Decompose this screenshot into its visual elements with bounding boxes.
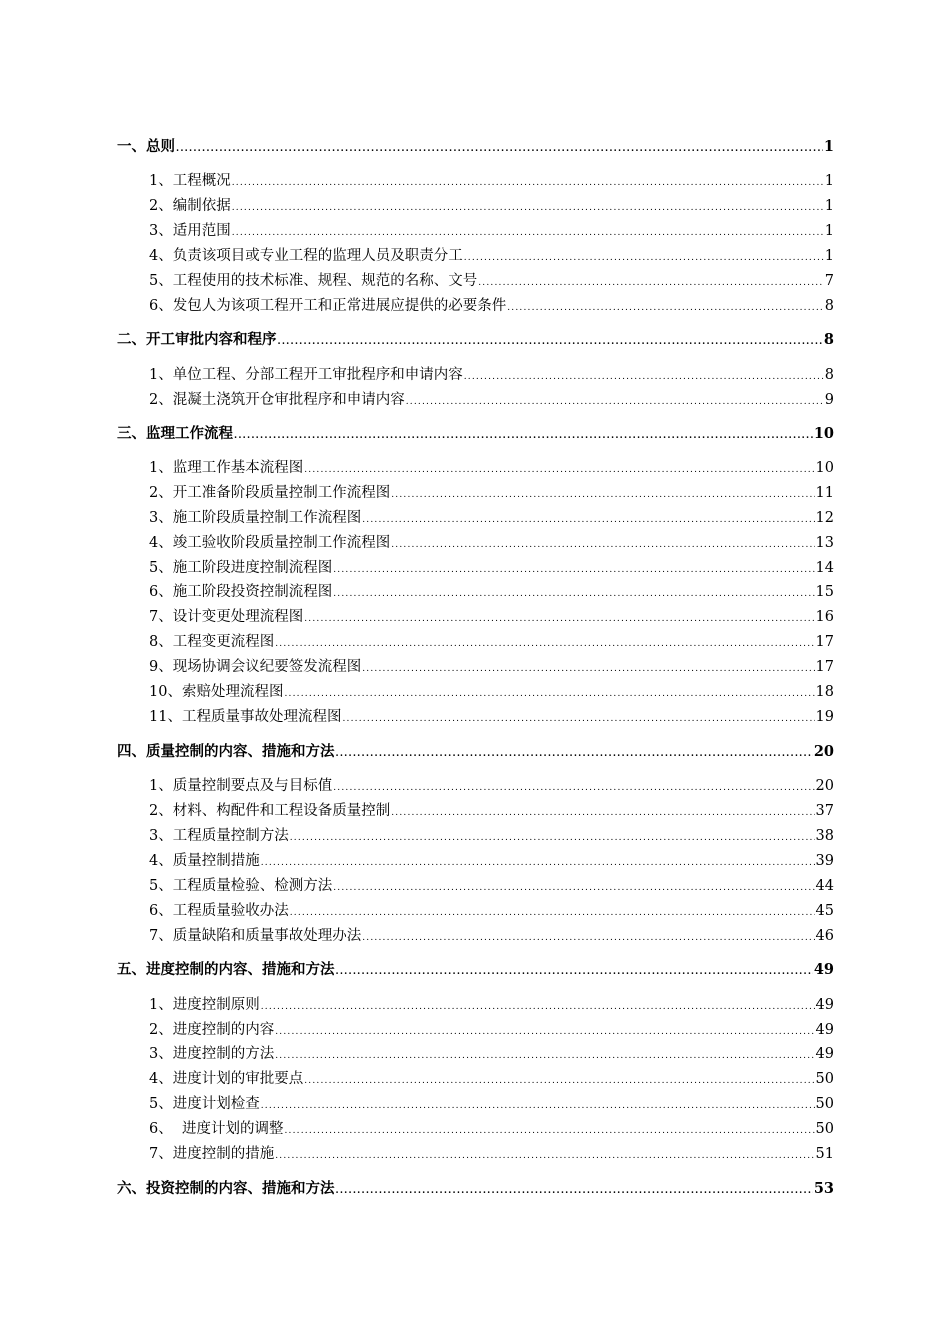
toc-title: 8、工程变更流程图 (149, 634, 275, 650)
toc-page-number: 49 (815, 1022, 834, 1038)
toc-heading[interactable] (117, 959, 834, 981)
toc-leader (336, 741, 813, 765)
toc-leader (278, 329, 823, 353)
toc-leader (234, 423, 813, 447)
toc-entry[interactable] (149, 220, 834, 242)
toc-page-number: 15 (815, 584, 834, 600)
toc-title: 2、开工准备阶段质量控制工作流程图 (149, 485, 391, 501)
toc-leader (232, 195, 824, 219)
toc-leader (304, 1068, 814, 1092)
toc-entry[interactable] (149, 482, 834, 504)
toc-entry[interactable] (149, 364, 834, 386)
toc-entry[interactable] (149, 389, 834, 411)
toc-entry[interactable] (149, 1143, 834, 1165)
toc-page-number: 44 (815, 878, 834, 894)
toc-leader (304, 457, 814, 481)
toc-leader (261, 994, 815, 1018)
toc-leader (232, 170, 824, 194)
toc-leader (336, 959, 813, 983)
toc-title: 6、发包人为该项工程开工和正常进展应提供的必要条件 (149, 298, 507, 314)
toc-entry[interactable] (149, 994, 834, 1016)
toc-title: 4、进度计划的审批要点 (149, 1071, 304, 1087)
toc-title: 四、质量控制的内容、措施和方法 (117, 743, 335, 760)
toc-leader (333, 775, 814, 799)
toc-title: 一、总则 (117, 138, 175, 155)
toc-title: 2、编制依据 (149, 198, 231, 214)
toc-entry[interactable] (149, 295, 834, 317)
toc-entry[interactable] (149, 507, 834, 529)
toc-page-number: 10 (815, 460, 834, 476)
toc-title: 1、进度控制原则 (149, 997, 260, 1013)
toc-leader (333, 557, 814, 581)
toc-page-number: 49 (815, 1046, 834, 1062)
toc-title: 6、工程质量验收办法 (149, 903, 289, 919)
toc-page-number: 19 (815, 709, 834, 725)
toc-page-number: 16 (815, 609, 834, 625)
toc-leader (342, 706, 814, 730)
toc-leader (406, 389, 824, 413)
toc-title: 1、监理工作基本流程图 (149, 460, 304, 476)
toc-entry[interactable] (149, 557, 834, 579)
toc-entry[interactable] (149, 581, 834, 603)
toc-page-number: 39 (815, 853, 834, 869)
toc-page-number: 1 (824, 173, 834, 189)
toc-title: 4、负责该项目或专业工程的监理人员及职责分工 (149, 248, 463, 264)
toc-title: 9、现场协调会议纪要签发流程图 (149, 659, 362, 675)
toc-entry[interactable] (149, 800, 834, 822)
toc-title: 6、施工阶段投资控制流程图 (149, 584, 333, 600)
toc-title: 5、进度计划检查 (149, 1096, 260, 1112)
toc-leader (478, 270, 824, 294)
toc-leader (261, 1093, 815, 1117)
toc-page-number: 8 (824, 298, 834, 314)
toc-title: 7、设计变更处理流程图 (149, 609, 304, 625)
toc-leader (261, 850, 815, 874)
toc-leader (284, 681, 814, 705)
toc-page-number: 1 (823, 138, 834, 155)
toc-entry[interactable] (149, 1043, 834, 1065)
toc-title: 5、工程使用的技术标准、规程、规范的名称、文号 (149, 273, 478, 289)
toc-page-number: 38 (815, 828, 834, 844)
toc-leader (275, 631, 814, 655)
toc-leader (304, 606, 814, 630)
toc-page-number: 8 (823, 331, 834, 348)
toc-title: 3、施工阶段质量控制工作流程图 (149, 510, 362, 526)
toc-leader (464, 245, 824, 269)
toc-leader (507, 295, 824, 319)
toc-entry[interactable] (149, 681, 834, 703)
toc-entry[interactable] (149, 195, 834, 217)
toc-leader (333, 581, 814, 605)
toc-leader (362, 507, 814, 531)
toc-leader (362, 656, 814, 680)
toc-leader (362, 925, 814, 949)
toc-leader (391, 532, 814, 556)
toc-heading[interactable] (117, 1178, 834, 1200)
toc-entry[interactable] (149, 1019, 834, 1041)
toc-title: 3、适用范围 (149, 223, 231, 239)
toc-entry[interactable] (149, 270, 834, 292)
toc-title: 5、施工阶段进度控制流程图 (149, 560, 333, 576)
toc-page-number: 9 (824, 392, 834, 408)
toc-leader (176, 136, 823, 160)
toc-page-number: 46 (815, 928, 834, 944)
toc-page-number: 17 (815, 659, 834, 675)
toc-title: 六、投资控制的内容、措施和方法 (117, 1180, 335, 1197)
toc-page-number: 1 (824, 248, 834, 264)
toc-entry[interactable] (149, 1068, 834, 1090)
toc-page-number: 10 (813, 425, 834, 442)
toc-page-number: 49 (813, 961, 834, 978)
toc-entry[interactable] (149, 825, 834, 847)
toc-page-number: 51 (815, 1146, 834, 1162)
toc-entry[interactable] (149, 245, 834, 267)
toc-leader (290, 900, 815, 924)
toc-page-number: 17 (815, 634, 834, 650)
toc-heading[interactable] (117, 329, 834, 351)
toc-page-number: 50 (815, 1096, 834, 1112)
toc-entry[interactable] (149, 775, 834, 797)
toc-title: 2、进度控制的内容 (149, 1022, 275, 1038)
toc-entry[interactable] (149, 606, 834, 628)
toc-entry[interactable] (149, 170, 834, 192)
toc-page-number: 13 (815, 535, 834, 551)
toc-entry[interactable] (149, 631, 834, 653)
toc-page-number: 20 (815, 778, 834, 794)
toc-page-number: 8 (824, 367, 834, 383)
toc-page-number: 49 (815, 997, 834, 1013)
toc-leader (275, 1019, 814, 1043)
toc-title: 7、质量缺陷和质量事故处理办法 (149, 928, 362, 944)
toc-title: 二、开工审批内容和程序 (117, 331, 277, 348)
toc-page-number: 45 (815, 903, 834, 919)
toc-entry[interactable] (149, 900, 834, 922)
toc-entry[interactable] (149, 1093, 834, 1115)
toc-leader (275, 1143, 814, 1167)
toc-leader (464, 364, 824, 388)
toc-entry[interactable] (149, 706, 834, 728)
toc-heading[interactable] (117, 136, 834, 158)
toc-title: 5、工程质量检验、检测方法 (149, 878, 333, 894)
toc-page-number: 12 (815, 510, 834, 526)
toc-page-number: 50 (815, 1121, 834, 1137)
toc-title: 7、进度控制的措施 (149, 1146, 275, 1162)
toc-leader (333, 875, 814, 899)
toc-heading[interactable] (117, 423, 834, 445)
toc-page-number: 11 (815, 485, 834, 501)
toc-entry[interactable] (149, 532, 834, 554)
toc-title: 4、竣工验收阶段质量控制工作流程图 (149, 535, 391, 551)
toc-page-number: 7 (824, 273, 834, 289)
toc-page-number: 20 (813, 743, 834, 760)
toc-title: 1、工程概况 (149, 173, 231, 189)
toc-page-number: 14 (815, 560, 834, 576)
toc-page-number: 18 (815, 684, 834, 700)
toc-title: 3、进度控制的方法 (149, 1046, 275, 1062)
toc-entry[interactable] (149, 656, 834, 678)
toc-entry[interactable] (149, 1118, 834, 1140)
toc-leader (336, 1178, 813, 1202)
toc-title: 三、监理工作流程 (117, 425, 233, 442)
toc-title: 2、材料、构配件和工程设备质量控制 (149, 803, 391, 819)
toc-entry[interactable] (149, 457, 834, 479)
toc-title: 1、单位工程、分部工程开工审批程序和申请内容 (149, 367, 463, 383)
toc-title: 11、工程质量事故处理流程图 (149, 709, 342, 725)
toc-page-number: 1 (824, 223, 834, 239)
toc-title: 4、质量控制措施 (149, 853, 260, 869)
toc-title: 6、 进度计划的调整 (149, 1121, 284, 1137)
toc-page-number: 53 (813, 1180, 834, 1197)
toc-leader (275, 1043, 814, 1067)
toc-page-number: 1 (824, 198, 834, 214)
toc-page-number: 50 (815, 1071, 834, 1087)
toc-entry[interactable] (149, 875, 834, 897)
toc-leader (391, 800, 814, 824)
toc-title: 10、索赔处理流程图 (149, 684, 284, 700)
toc-title: 五、进度控制的内容、措施和方法 (117, 961, 335, 978)
toc-leader (284, 1118, 814, 1142)
toc-entry[interactable] (149, 925, 834, 947)
toc-leader (391, 482, 814, 506)
toc-title: 2、混凝土浇筑开仓审批程序和申请内容 (149, 392, 405, 408)
toc-title: 3、工程质量控制方法 (149, 828, 289, 844)
toc-leader (232, 220, 824, 244)
toc-leader (290, 825, 815, 849)
toc-entry[interactable] (149, 850, 834, 872)
toc-title: 1、质量控制要点及与目标值 (149, 778, 333, 794)
toc-page-number: 37 (815, 803, 834, 819)
toc-heading[interactable] (117, 741, 834, 763)
